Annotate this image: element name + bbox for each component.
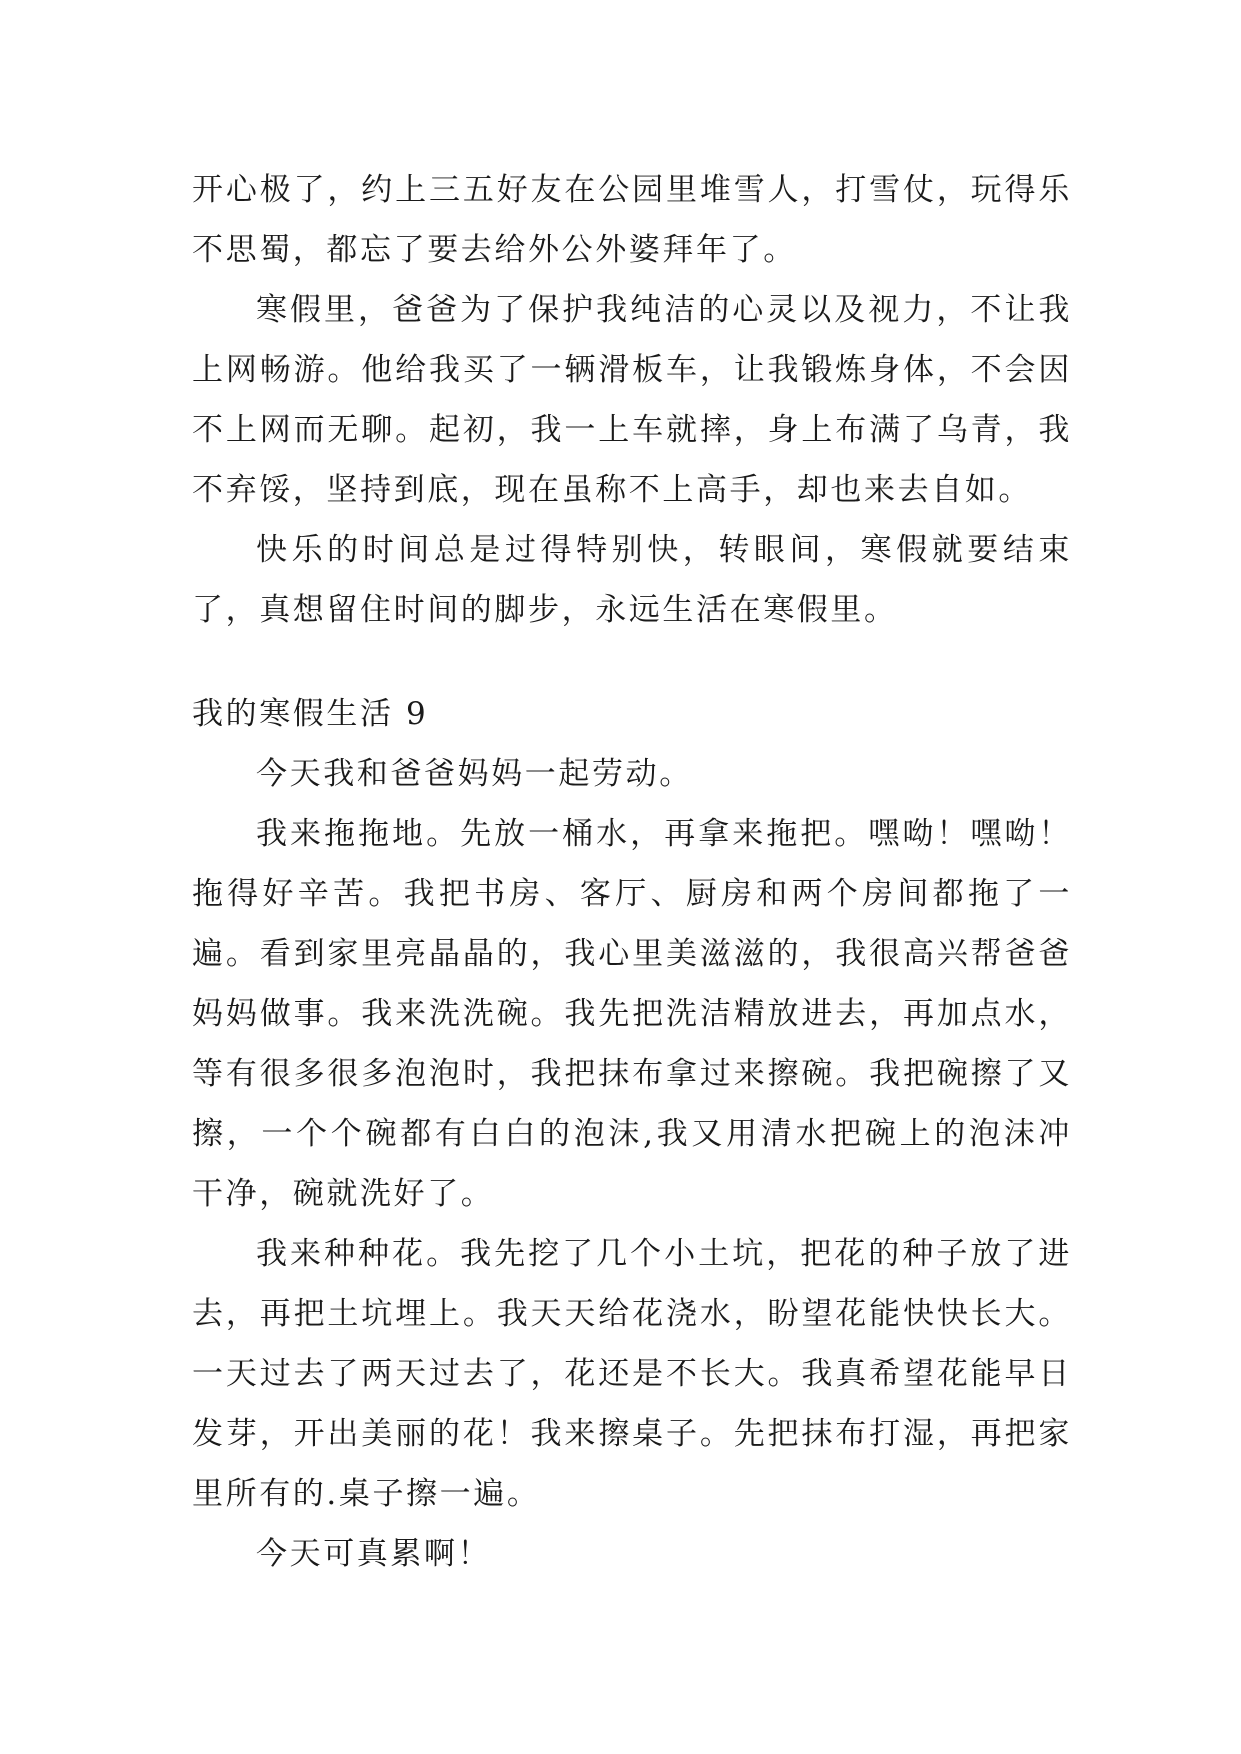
paragraph-scooter: 寒假里，爸爸为了保护我纯洁的心灵以及视力，不让我上网畅游。他给我买了一辆滑板车，让我锻炼身体，不会因不上网而无聊。起初，我一上车就摔，身上布满了乌青，我不弃馁，坚持到底，现在虽称不上高手，却也来去自如。: [192, 292, 1072, 508]
paragraph-ending: 快乐的时间总是过得特别快，转眼间，寒假就要结束了，真想留住时间的脚步，永远生活在寒假里。: [192, 532, 1072, 628]
paragraph-conclusion: 今天可真累啊！: [256, 1536, 492, 1572]
paragraph-intro: 今天我和爸爸妈妈一起劳动。: [256, 756, 693, 792]
document-body: [192, 160, 1072, 1584]
essay-title: 我的寒假生活 9: [192, 696, 429, 732]
paragraph-continuation: 开心极了，约上三五好友在公园里堆雪人，打雪仗，玩得乐不思蜀，都忘了要去给外公外婆拜年了。: [192, 172, 1072, 268]
paragraph-flowers-table: 我来种种花。我先挖了几个小土坑，把花的种子放了进去，再把土坑埋上。我天天给花浇水，盼望花能快快长大。一天过去了两天过去了，花还是不长大。我真希望花能早日发芽，开出美丽的花！我来擦桌子。先把抹布打湿，再把家里所有的.桌子擦一遍。: [192, 1236, 1072, 1512]
paragraph-mopping-dishes: 我来拖拖地。先放一桶水，再拿来拖把。嘿呦！嘿呦！拖得好辛苦。我把书房、客厅、厨房和两个房间都拖了一遍。看到家里亮晶晶的，我心里美滋滋的，我很高兴帮爸爸妈妈做事。我来洗洗碗。我先把洗洁精放进去，再加点水，等有很多很多泡泡时，我把抹布拿过来擦碗。我把碗擦了又擦，一个个碗都有白白的泡沫,我又用清水把碗上的泡沫冲干净，碗就洗好了。: [192, 816, 1072, 1212]
